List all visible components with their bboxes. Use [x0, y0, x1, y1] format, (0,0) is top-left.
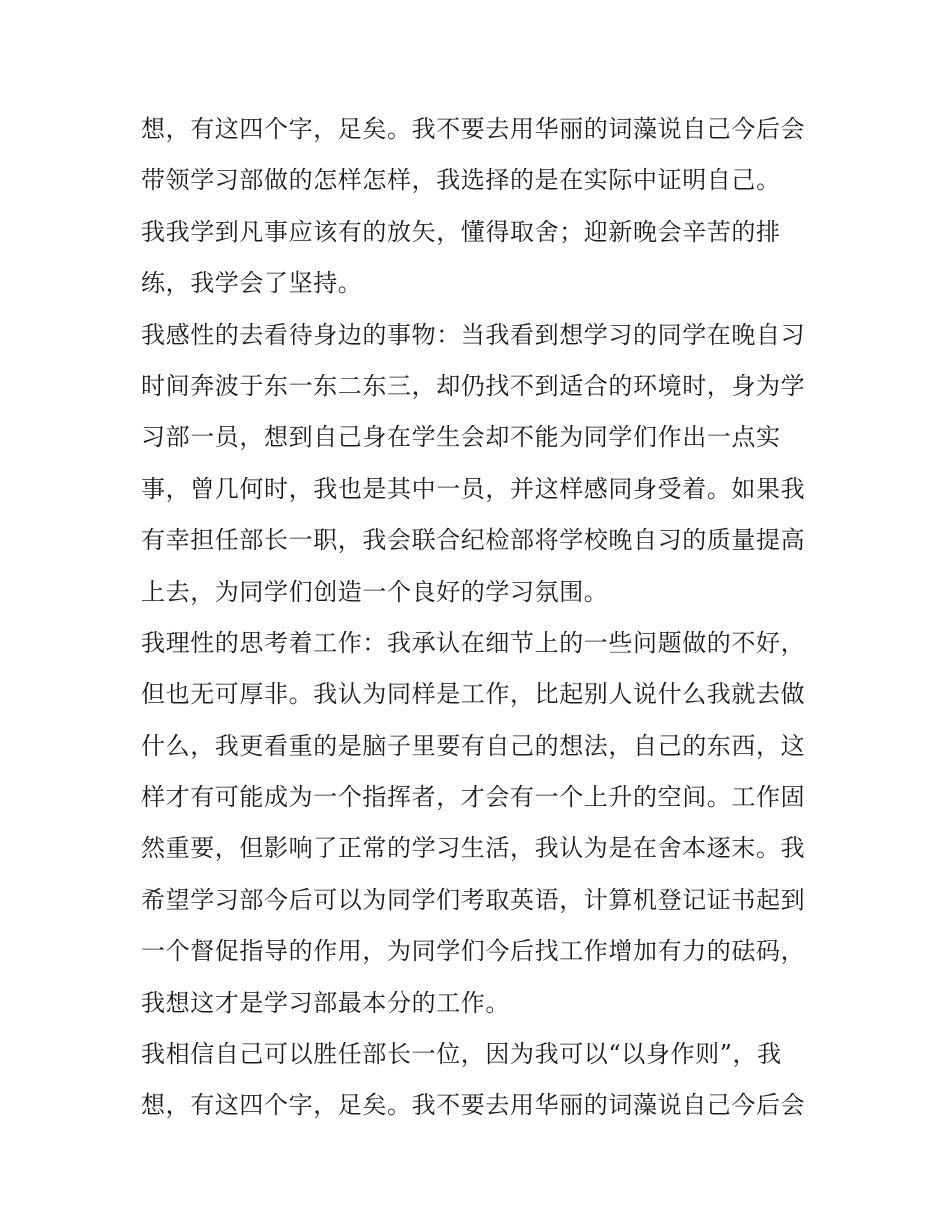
- text-line: 我感性的去看待身边的事物：当我看到想学习的同学在晚自习: [141, 320, 806, 349]
- text-line: 带领学习部做的怎样怎样，我选择的是在实际中证明自己。: [141, 166, 781, 195]
- text-line: 时间奔波于东一东二东三，却仍找不到适合的环境时，身为学: [141, 371, 806, 400]
- text-line: 有幸担任部长一职，我会联合纪检部将学校晚自习的质量提高: [141, 526, 806, 555]
- text-line: 上去，为同学们创造一个良好的学习氛围。: [141, 577, 609, 606]
- text-line: 事，曾几何时，我也是其中一员，并这样感同身受着。如果我: [141, 474, 806, 503]
- text-line: 样才有可能成为一个指挥者，才会有一个上升的空间。工作固: [141, 783, 806, 812]
- text-line: 我想这才是学习部最本分的工作。: [141, 988, 510, 1017]
- text-line: 想，有这四个字，足矣。我不要去用华丽的词藻说自己今后会: [141, 115, 806, 143]
- text-line: 我我学到凡事应该有的放矢，懂得取舍；迎新晚会辛苦的排: [141, 217, 781, 246]
- text-line: 我理性的思考着工作：我承认在细节上的一些问题做的不好，: [141, 628, 806, 657]
- text-line: 什么，我更看重的是脑子里要有自己的想法，自己的东西，这: [141, 731, 806, 760]
- text-line: 习部一员，想到自己身在学生会却不能为同学们作出一点实: [141, 423, 781, 452]
- text-line: 希望学习部今后可以为同学们考取英语，计算机登记证书起到: [141, 885, 806, 914]
- text-line: 然重要，但影响了正常的学习生活，我认为是在舍本逐末。我: [141, 834, 806, 863]
- text-line: 但也无可厚非。我认为同样是工作，比起别人说什么我就去做: [141, 680, 806, 709]
- text-line: 想，有这四个字，足矣。我不要去用华丽的词藻说自己今后会: [141, 1091, 806, 1120]
- body-text: [141, 104, 821, 1132]
- text-line: 我相信自己可以胜任部长一位，因为我可以“以身作则”，我: [141, 1040, 782, 1069]
- text-line: 练，我学会了坚持。: [141, 269, 363, 298]
- text-line: 一个督促指导的作用，为同学们今后找工作增加有力的砝码，: [141, 937, 806, 966]
